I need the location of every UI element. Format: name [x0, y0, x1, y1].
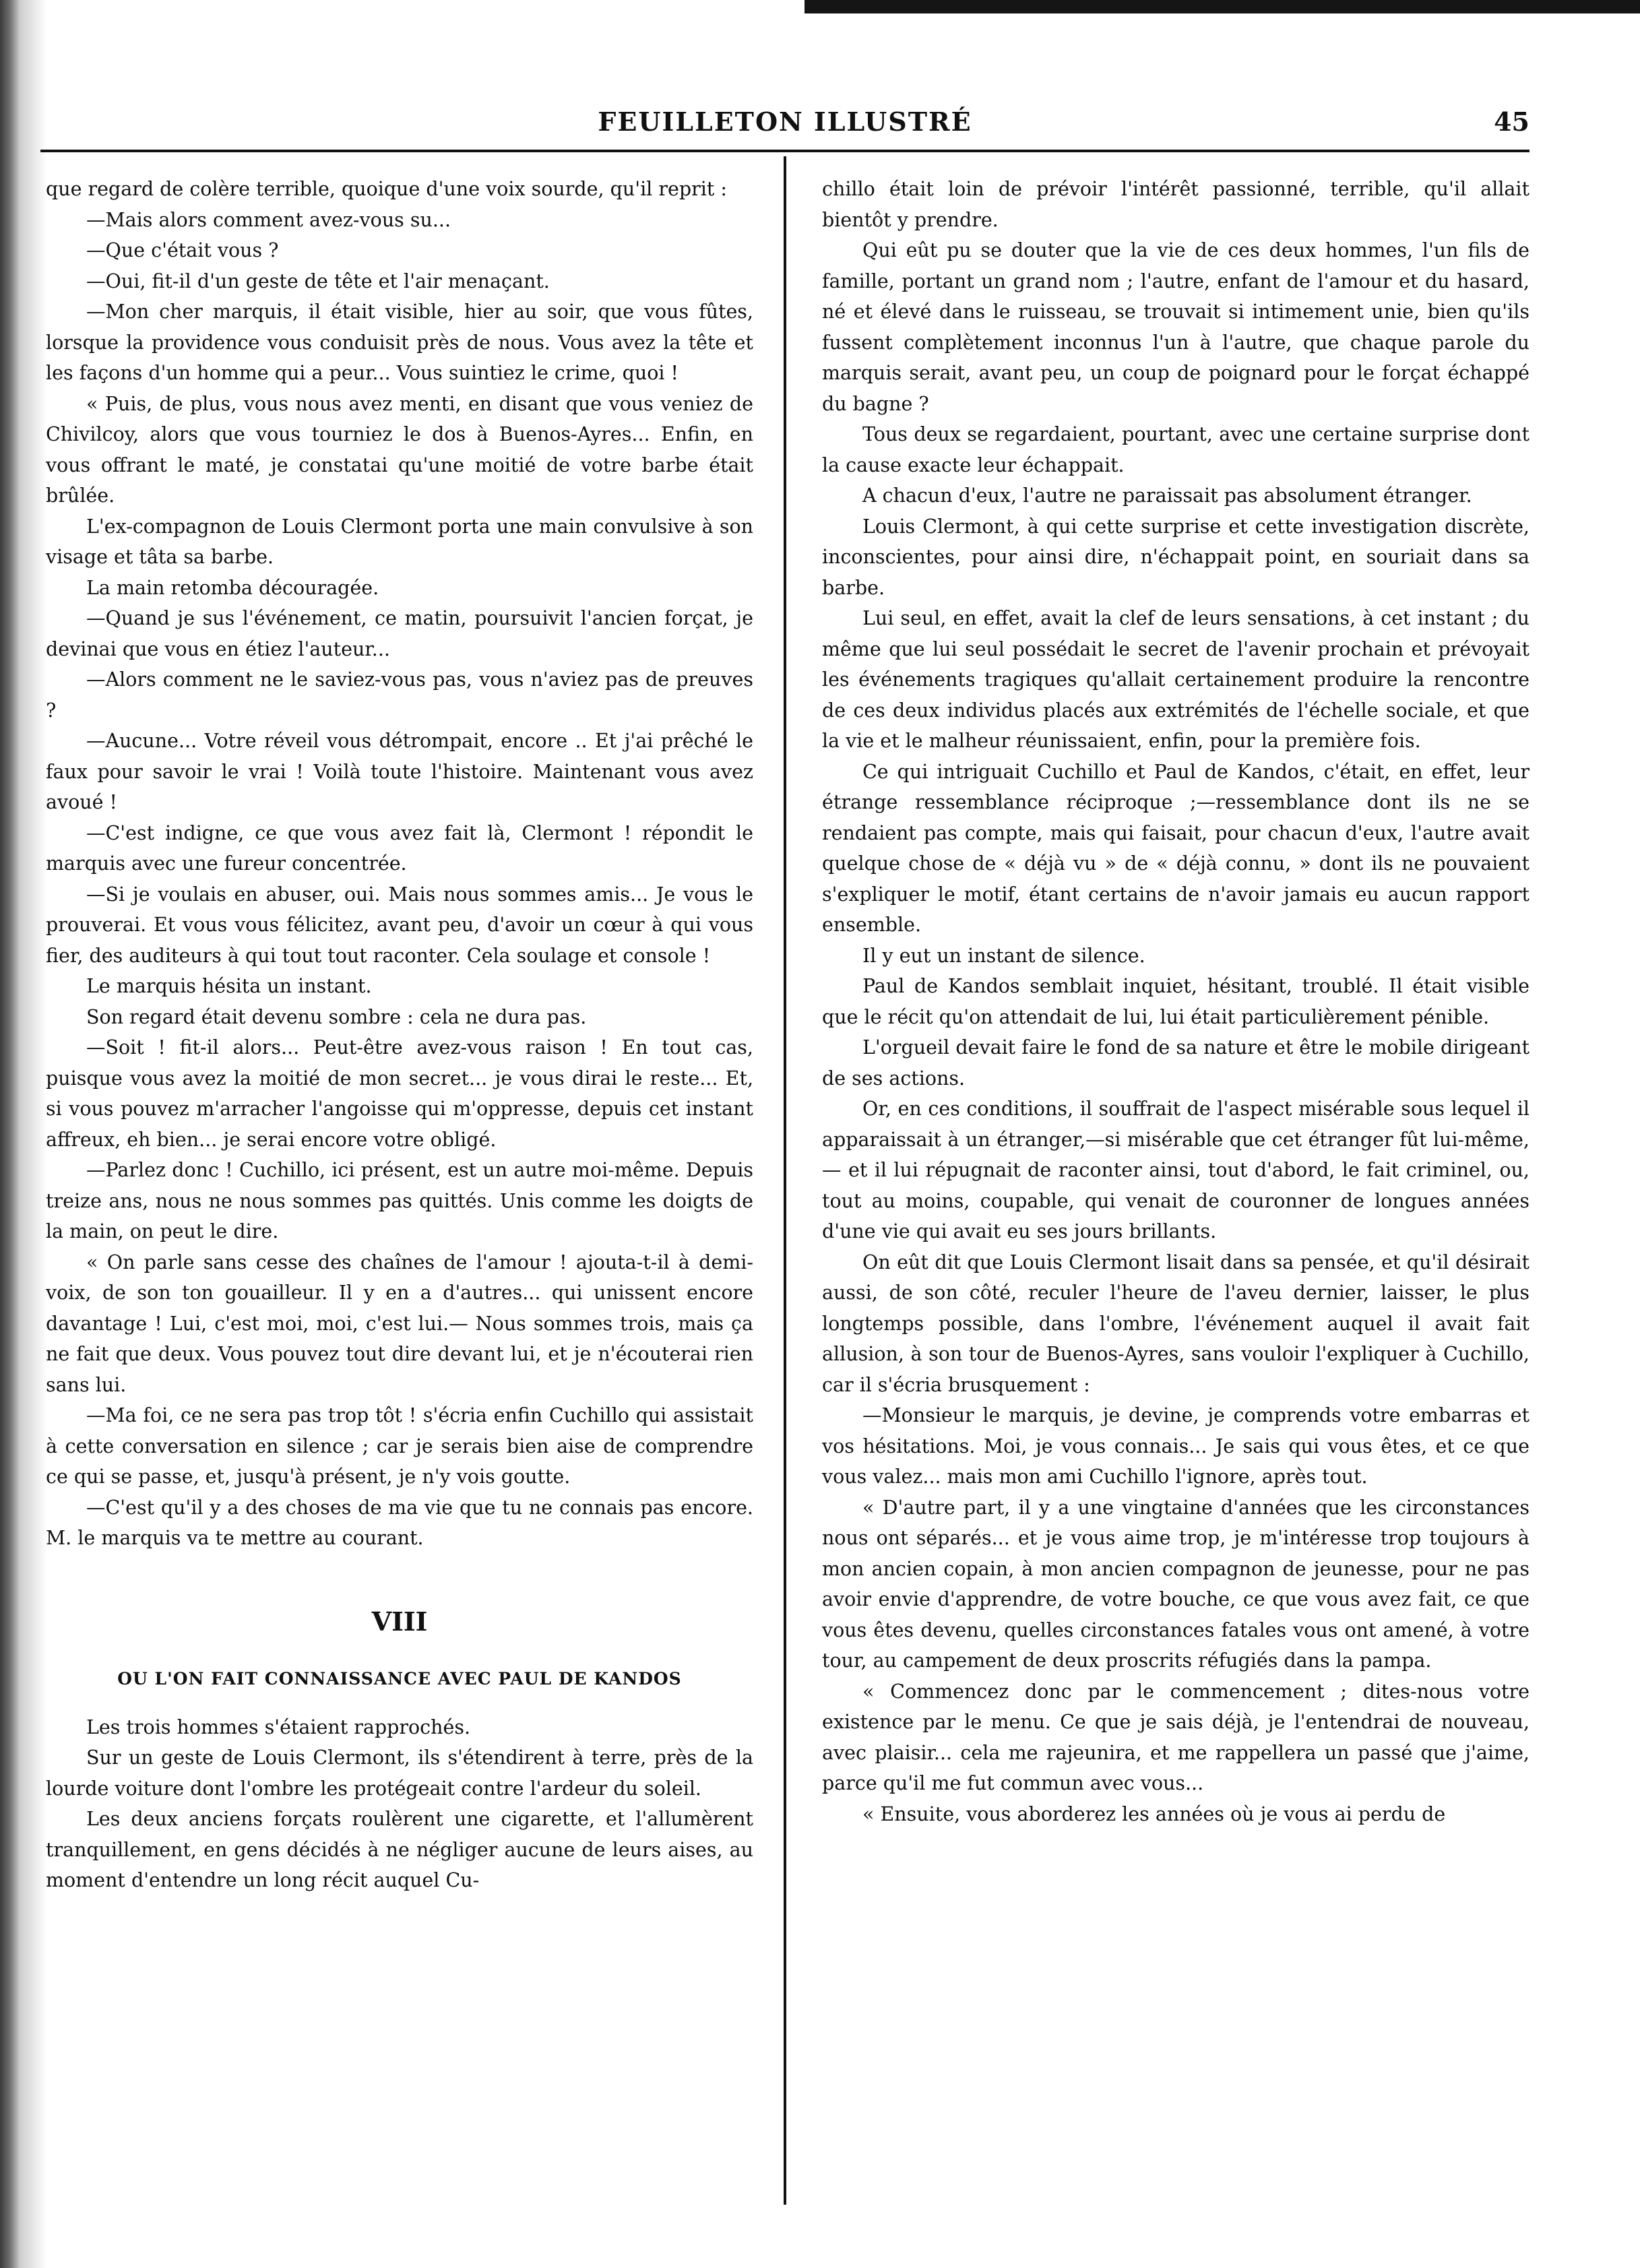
right-column	[822, 174, 1529, 1829]
left-column-text-after	[46, 1712, 753, 1896]
paragraph: « Commencez donc par le commencement ; dites-nous votre existence par le menu. Ce que je sais déjà, je l'entendrai de nouveau, avec plaisir... cela me rajeunira, et me rappellera un passé que j'aime, parce qu'il me fut commun avec vous...	[822, 1680, 1529, 1794]
paragraph: que regard de colère terrible, quoique d'une voix sourde, qu'il reprit :	[46, 178, 727, 200]
paragraph: —Oui, fit-il d'un geste de tête et l'air menaçant.	[86, 270, 550, 292]
paragraph: —Aucune... Votre réveil vous détrompait, encore .. Et j'ai prêché le faux pour savoir le vrai ! Voilà toute l'histoire. Maintenant vous avez avoué !	[46, 730, 753, 813]
paragraph: chillo était loin de prévoir l'intérêt passionné, terrible, qu'il allait bientôt y prendre.	[822, 178, 1529, 231]
paragraph: Paul de Kandos semblait inquiet, hésitant, troublé. Il était visible que le récit qu'on attendait de lui, lui était particulièrement pénible.	[822, 975, 1529, 1028]
left-column-text	[46, 174, 753, 1554]
paragraph: —Parlez donc ! Cuchillo, ici présent, est un autre moi-même. Depuis treize ans, nous ne nous sommes pas quittés. Unis comme les doigts de la main, on peut le dire.	[46, 1159, 753, 1242]
paragraph: A chacun d'eux, l'autre ne paraissait pas absolument étranger.	[862, 484, 1472, 507]
paragraph: « D'autre part, il y a une vingtaine d'années que les circonstances nous ont séparés... et je vous aime trop, je m'intéresse trop toujours à mon ancien copain, à mon ancien compagnon de jeunesse, pour ne pas avoir envie d'apprendre, de votre bouche, ce que vous avez fait, ce que vous êtes devenu, quelles circonstances fatales vous ont amené, à votre tour, au campement de deux proscrits réfugiés dans la pampa.	[822, 1496, 1529, 1672]
top-rule	[805, 0, 1640, 13]
paragraph: Tous deux se regardaient, pourtant, avec une certaine surprise dont la cause exacte leur échappait.	[822, 423, 1529, 476]
paragraph: —Soit ! fit-il alors... Peut-être avez-vous raison ! En tout cas, puisque vous avez la moitié de mon secret... je vous dirai le reste... Et, si vous pouvez m'arracher l'angoisse qui m'oppresse, depuis cet instant affreux, eh bien... je serai encore votre obligé.	[46, 1036, 753, 1151]
paragraph: —Que c'était vous ?	[86, 239, 279, 261]
chapter-number: VIII	[371, 1606, 428, 1637]
page-title: FEUILLETON ILLUSTRÉ	[598, 106, 972, 137]
paragraph: Or, en ces conditions, il souffrait de l'aspect misérable sous lequel il apparaissait à un étranger,—si misérable que cet étranger fût lui-même,— et il lui répugnait de raconter ainsi, tout d'abord, le fait criminel, ou, tout au moins, coupable, qui venait de couronner de longues années d'une vie qui avait eu ses jours brillants.	[822, 1098, 1529, 1242]
paragraph: Les trois hommes s'étaient rapprochés.	[86, 1715, 470, 1738]
paragraph: —Mon cher marquis, il était visible, hier au soir, que vous fûtes, lorsque la providence vous conduisit près de nous. Vous avez la tête et les façons d'un homme qui a peur... Vous suintiez le crime, quoi !	[46, 301, 753, 384]
paragraph: L'orgueil devait faire le fond de sa nature et être le mobile dirigeant de ses actions.	[822, 1036, 1529, 1090]
paragraph: Il y eut un instant de silence.	[862, 944, 1145, 967]
left-column	[46, 174, 753, 1896]
paragraph: Le marquis hésita un instant.	[86, 975, 372, 997]
paragraph: —C'est indigne, ce que vous avez fait là, Clermont ! répondit le marquis avec une fureur concentrée.	[46, 821, 753, 875]
paragraph: —Ma foi, ce ne sera pas trop tôt ! s'écria enfin Cuchillo qui assistait à cette conversation en silence ; car je serais bien aise de comprendre ce qui se passe, et, jusqu'à présent, je n'y vois goutte.	[46, 1404, 753, 1488]
paragraph: —Si je voulais en abuser, oui. Mais nous sommes amis... Je vous le prouverai. Et vous vous félicitez, avant peu, d'avoir un cœur à qui vous fier, des auditeurs à qui tout tout raconter. Cela soulage et console !	[46, 883, 753, 967]
paragraph: « Ensuite, vous aborderez les années où je vous ai perdu de	[862, 1802, 1446, 1825]
paragraph: —C'est qu'il y a des choses de ma vie que tu ne connais pas encore. M. le marquis va te mettre au courant.	[46, 1496, 753, 1549]
paragraph: Son regard était devenu sombre : cela ne dura pas.	[86, 1005, 587, 1028]
column-divider	[784, 156, 786, 2205]
chapter-title: OU L'ON FAIT CONNAISSANCE AVEC PAUL DE KANDOS	[117, 1669, 682, 1689]
paragraph: Les deux anciens forçats roulèrent une cigarette, et l'allumèrent tranquillement, en gens décidés à ne négliger aucune de leurs aises, au moment d'entendre un long récit auquel Cu-	[46, 1808, 753, 1891]
paragraph: « Puis, de plus, vous nous avez menti, en disant que vous veniez de Chivilcoy, alors que vous tourniez le dos à Buenos-Ayres... Enfin, en vous offrant le maté, je constatai qu'une moitié de votre barbe était brûlée.	[46, 392, 753, 507]
paragraph: Qui eût pu se douter que la vie de ces deux hommes, l'un fils de famille, portant un grand nom ; l'autre, enfant de l'amour et du hasard, né et élevé dans le ruisseau, se trouvait si intimement unie, bien qu'ils fussent complètement inconnus l'un à l'autre, que chaque parole du marquis serait, avant peu, un coup de poignard pour le forçat échappé du bagne ?	[822, 239, 1529, 415]
paragraph: L'ex-compagnon de Louis Clermont porta une main convulsive à son visage et tâta sa barbe.	[46, 515, 753, 568]
paragraph: Lui seul, en effet, avait la clef de leurs sensations, à cet instant ; du même que lui seul possédait le secret de l'avenir prochain et prévoyait les événements tragiques qu'allait certainement produire la rencontre de ces deux individus placés aux extrémités de l'échelle sociale, et que la vie et le malheur réunissaient, enfin, pour la première fois.	[822, 607, 1529, 752]
right-column-text	[822, 174, 1529, 1829]
paragraph: « On parle sans cesse des chaînes de l'amour ! ajouta-t-il à demi-voix, de son ton gouailleur. Il y en a d'autres... qui unissent encore davantage ! Lui, c'est moi, moi, c'est lui.— Nous sommes trois, mais ça ne fait que deux. Vous pouvez tout dire devant lui, et je n'écouterai rien sans lui.	[46, 1251, 753, 1396]
paragraph: —Mais alors comment avez-vous su...	[86, 208, 451, 231]
scan-binding-edge	[0, 0, 47, 2268]
paragraph: —Alors comment ne le saviez-vous pas, vous n'aviez pas de preuves ?	[46, 668, 753, 722]
paragraph: Louis Clermont, à qui cette surprise et cette investigation discrète, inconscientes, pour ainsi dire, n'échappait point, en souriait dans sa barbe.	[822, 515, 1529, 599]
header-rule	[40, 150, 1529, 152]
page-header	[40, 106, 1529, 147]
paragraph: —Monsieur le marquis, je devine, je comprends votre embarras et vos hésitations. Moi, je vous connais... Je sais qui vous êtes, et ce que vous valez... mais mon ami Cuchillo l'ignore, après tout.	[822, 1404, 1529, 1488]
paragraph: —Quand je sus l'événement, ce matin, poursuivit l'ancien forçat, je devinai que vous en étiez l'auteur...	[46, 607, 753, 660]
paragraph: On eût dit que Louis Clermont lisait dans sa pensée, et qu'il désirait aussi, de son côté, reculer l'heure de l'aveu dernier, laisser, le plus longtemps possible, dans l'ombre, l'événement auquel il avait fait allusion, à son tour de Buenos-Ayres, sans vouloir l'expliquer à Cuchillo, car il s'écria brusquement :	[822, 1251, 1529, 1396]
page-number: 45	[1494, 106, 1529, 137]
paragraph: La main retomba découragée.	[86, 576, 379, 599]
paragraph: Sur un geste de Louis Clermont, ils s'étendirent à terre, près de la lourde voiture dont l'ombre les protégeait contre l'ardeur du soleil.	[46, 1746, 753, 1800]
paragraph: Ce qui intriguait Cuchillo et Paul de Kandos, c'était, en effet, leur étrange ressemblance réciproque ;—ressemblance dont ils ne se rendaient pas compte, mais qui faisait, pour chacun d'eux, l'autre avait quelque chose de « déjà vu » de « déjà connu, » dont ils ne pouvaient s'expliquer le motif, étant certains de n'avoir jamais eu aucun rapport ensemble.	[822, 760, 1529, 936]
